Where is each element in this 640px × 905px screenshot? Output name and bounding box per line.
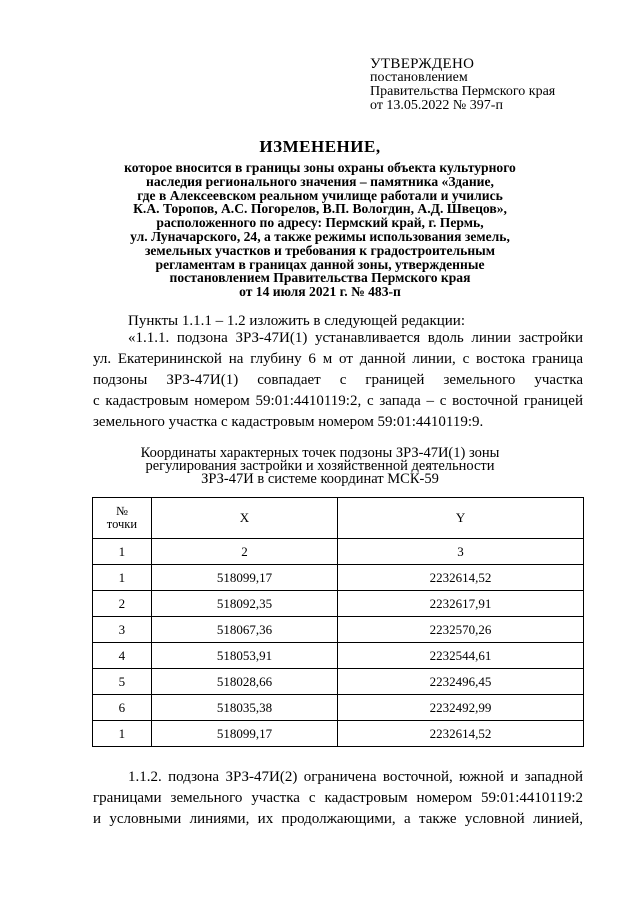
table-row	[93, 669, 584, 695]
subtitle-line: ул. Луначарского, 24, а также режимы использования земель,	[130, 228, 510, 244]
paragraph-1-1-2	[93, 767, 583, 830]
header-y: Y	[338, 498, 584, 539]
paragraph-line: границами земельного участка с кадастровым номером 59:01:4410119:2	[93, 790, 583, 806]
subtitle-line: которое вносится в границы зоны охраны объекта культурного	[124, 160, 516, 175]
paragraph-line: «1.1.1. подзона ЗРЗ-47И(1) устанавливается вдоль линии застройки	[128, 330, 583, 346]
paragraph-line: 1.1.2. подзона ЗРЗ-47И(2) ограничена восточной, южной и западной	[128, 769, 583, 785]
table-cell: 2	[151, 539, 337, 565]
document-subtitle	[90, 161, 550, 299]
header-point-number: № точки	[93, 498, 152, 539]
table-cell: 518035,38	[151, 695, 337, 721]
table-cell: 2232492,99	[338, 695, 584, 721]
table-row	[93, 695, 584, 721]
table-row	[93, 617, 584, 643]
table-cell: 518053,91	[151, 643, 337, 669]
table-cell: 3	[338, 539, 584, 565]
intro-text: Пункты 1.1.1 – 1.2 изложить в следующей редакции:	[128, 313, 465, 329]
table-cell: 4	[93, 643, 152, 669]
table-cell: 1	[93, 565, 152, 591]
table-cell: 518099,17	[151, 565, 337, 591]
table-cell: 2232570,26	[338, 617, 584, 643]
table-row	[93, 565, 584, 591]
paragraph-line: земельного участка с кадастровым номером 59:01:4410119:9.	[93, 414, 484, 430]
caption-line: Координаты характерных точек подзоны ЗРЗ-47И(1) зоны	[140, 445, 500, 461]
table-cell: 5	[93, 669, 152, 695]
approval-line: Правительства Пермского края	[370, 84, 556, 99]
caption-line: ЗРЗ-47И в системе координат МСК-59	[201, 471, 439, 487]
table-cell: 518099,17	[151, 721, 337, 747]
paragraph-line: и условными линиями, их продолжающими, а также условной линией,	[93, 811, 583, 827]
subtitle-line: наследия регионального значения – памятника «Здание,	[146, 173, 494, 189]
table-cell: 2232614,52	[338, 721, 584, 747]
subtitle-line: регламентам в границах данной зоны, утвержденные	[155, 256, 485, 272]
table-cell: 3	[93, 617, 152, 643]
subtitle-line: К.А. Торопов, А.С. Погорелов, В.П. Вологдин, А.Д. Швецов»,	[133, 201, 507, 217]
table-cell: 2232617,91	[338, 591, 584, 617]
table-cell: 518067,36	[151, 617, 337, 643]
table-cell: 518028,66	[151, 669, 337, 695]
document-title: ИЗМЕНЕНИЕ,	[259, 137, 381, 156]
subtitle-line: земельных участков и требования к градостроительным	[144, 242, 496, 258]
subtitle-line: где в Алексеевском реальном училище работали и учились	[137, 187, 503, 203]
table-cell: 2232614,52	[338, 565, 584, 591]
table-caption	[100, 447, 540, 486]
subtitle-line: постановлением Правительства Пермского края	[169, 270, 471, 286]
approval-line: постановлением	[370, 70, 468, 85]
coordinates-table	[92, 497, 584, 747]
table-row	[93, 643, 584, 669]
caption-line: регулирования застройки и хозяйственной деятельности	[145, 458, 495, 474]
paragraph-line: ул. Екатерининской на глубину 6 м от данной линии, с востока граница	[93, 351, 583, 367]
approval-line: от 13.05.2022 № 397-п	[370, 98, 503, 113]
table-cell: 2232496,45	[338, 669, 584, 695]
header-x: X	[151, 498, 337, 539]
subtitle-line: от 14 июля 2021 г. № 483-п	[239, 284, 401, 300]
table-cell: 1	[93, 721, 152, 747]
table-row	[93, 591, 584, 617]
table-header-row	[93, 498, 584, 539]
table-cell: 1	[93, 539, 152, 565]
paragraph-1-1-1	[93, 328, 583, 433]
table-index-row	[93, 539, 584, 565]
subtitle-line: расположенного по адресу: Пермский край, г. Пермь,	[156, 215, 484, 231]
table-cell: 518092,35	[151, 591, 337, 617]
paragraph-line: с кадастровым номером 59:01:4410119:2, с запада – с восточной границей	[93, 393, 583, 409]
table-cell: 2	[93, 591, 152, 617]
approval-stamp	[370, 57, 555, 113]
table-cell: 2232544,61	[338, 643, 584, 669]
table-cell: 6	[93, 695, 152, 721]
table-row	[93, 721, 584, 747]
paragraph-line: подзоны ЗРЗ-47И(1) совпадает с границей земельного участка	[93, 372, 583, 388]
approval-heading: УТВЕРЖДЕНО	[370, 56, 475, 72]
